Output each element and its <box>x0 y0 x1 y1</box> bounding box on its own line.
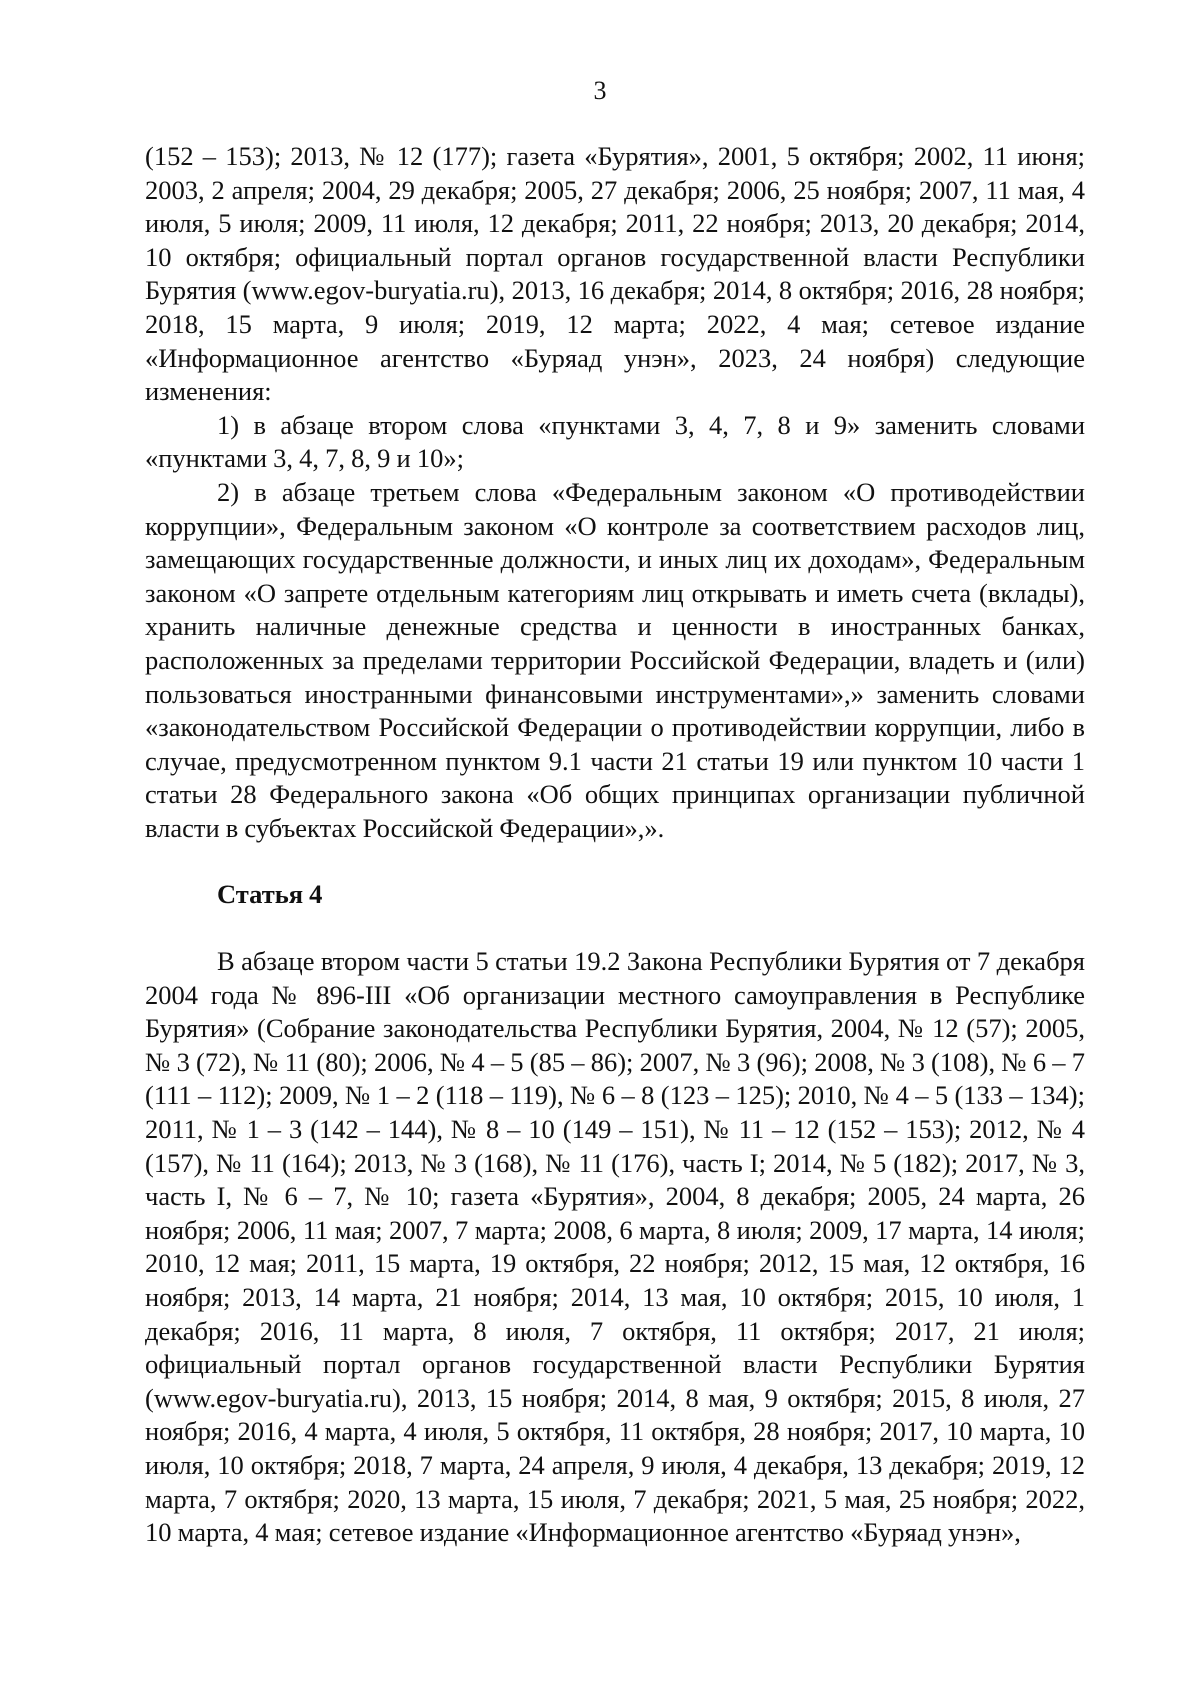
spacer <box>145 912 1085 945</box>
page-number: 3 <box>593 76 607 105</box>
paragraph-item-1: 1) в абзаце втором слова «пунктами 3, 4, 7, 8 и 9» заменить словами «пунктами 3, 4, 7, 8, 9 и 10»; <box>145 409 1085 474</box>
paragraph-article-4: В абзаце втором части 5 статьи 19.2 Закона Республики Бурятия от 7 декабря 2004 года № 896-III «Об организации местного самоуправления в Республике Бурятия» (Собрание законодательства Республики Бурятия, 2004, № 12 (57); 2005, № 3 (72), № 11 (80); 2006, № 4 – 5 (85 – 86); 2007, № 3 (96); 2008, № 3 (108), № 6 – 7 (111 – 112); 2009, № 1 – 2 (118 – 119), № 6 – 8 (123 – 125); 2010, № 4 – 5 (133 – 134); 2011, № 1 – 3 (142 – 144), № 8 – 10 (149 – 151), № 11 – 12 (152 – 153); 2012, № 4 (157), № 11 (164); 2013, № 3 (168), № 11 (176), часть I; 2014, № 5 (182); 2017, № 3, часть I, № 6 – 7, № 10; газета «Бурятия», 2004, 8 декабря; 2005, 24 марта, 26 ноября; 2006, 11 мая; 2007, 7 марта; 2008, 6 марта, 8 июля; 2009, 17 марта, 14 июля; 2010, 12 мая; 2011, 15 марта, 19 октября, 22 ноября; 2012, 15 мая, 12 октября, 16 ноября; 2013, 14 марта, 21 ноября; 2014, 13 мая, 10 октября; 2015, 10 июля, 1 декабря; 2016, 11 марта, 8 июля, 7 октября, 11 октября; 2017, 21 июля; официальный портал органов государственной власти Республики Бурятия (www.egov-buryatia.ru), 2013, 15 ноября; 2014, 8 мая, 9 октября; 2015, 8 июля, 27 ноября; 2016, 4 марта, 4 июля, 5 октября, 11 октября, 28 ноября; 2017, 10 марта, 10 июля, 10 октября; 2018, 7 марта, 24 апреля, 9 июля, 4 декабря, 13 декабря; 2019, 12 марта, 7 октября; 2020, 13 марта, 15 июля, 7 декабря; 2021, 5 мая, 25 ноября; 2022, 10 марта, 4 мая; сетевое издание «Информационное агентство «Буряад унэн», <box>145 946 1085 1548</box>
paragraph-continuation: (152 – 153); 2013, № 12 (177); газета «Бурятия», 2001, 5 октября; 2002, 11 июня; 2003, 2 апреля; 2004, 29 декабря; 2005, 27 декабря; 2006, 25 ноября; 2007, 11 мая, 4 июля, 5 июля; 2009, 11 июля, 12 декабря; 2011, 22 ноября; 2013, 20 декабря; 2014, 10 октября; официальный портал органов государственной власти Республики Бурятия (www.egov-buryatia.ru), 2013, 16 декабря; 2014, 8 октября; 2016, 28 ноября; 2018, 15 марта, 9 июля; 2019, 12 марта; 2022, 4 мая; сетевое издание «Информационное агентство «Буряад унэн», 2023, 24 ноября) следующие изменения: <box>145 141 1085 407</box>
paragraph-item-2: 2) в абзаце третьем слова «Федеральным законом «О противодействии коррупции», Федеральным законом «О контроле за соответствием расходов лиц, замещающих государственные должности, и иных лиц их доходам», Федеральным законом «О запрете отдельным категориям лиц открывать и иметь счета (вклады), хранить наличные денежные средства и ценности в иностранных банках, расположенных за пределами территории Российской Федерации, владеть и (или) пользоваться иностранными финансовыми инструментами»,» заменить словами «законодательством Российской Федерации о противодействии коррупции, либо в случае, предусмотренном пунктом 9.1 части 21 статьи 19 или пунктом 10 части 1 статьи 28 Федерального закона «Об общих принципах организации публичной власти в субъектах Российской Федерации»,». <box>145 476 1085 843</box>
article-heading: Статья 4 <box>217 879 323 910</box>
document-body <box>145 140 1085 1550</box>
spacer <box>145 845 1085 878</box>
